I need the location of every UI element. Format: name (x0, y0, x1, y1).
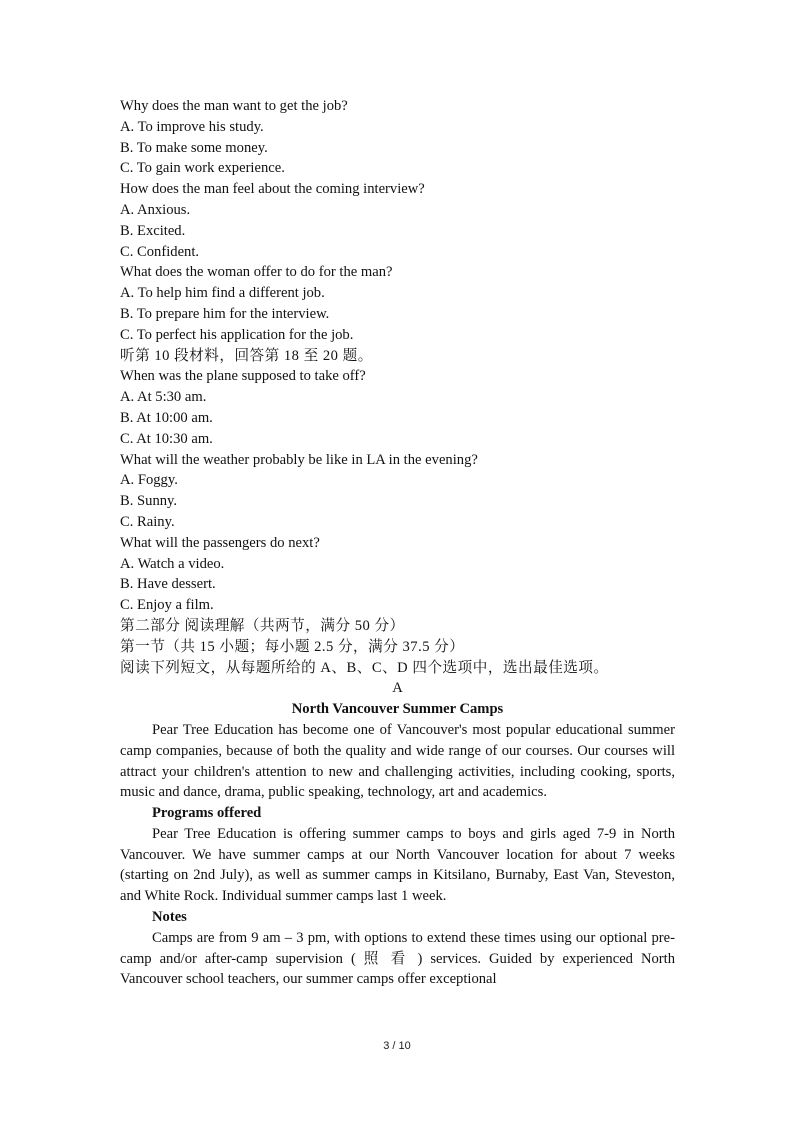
programs-text: Pear Tree Education is offering summer camps to boys and girls aged 7-9 in North Vancouver. We have summer camps at our North Vancouver location for about 7 weeks (starting on 2nd July), as well as summer camps in Kitsilano, Burnaby, East Van, Steveston, and White Rock. Individual summer camps last 1 week. (120, 825, 675, 905)
section1-heading: 第一节（共 15 小题；每小题 2.5 分，满分 37.5 分） (120, 638, 465, 655)
question-block (120, 450, 675, 533)
part2-heading: 第二部分 阅读理解（共两节，满分 50 分） (120, 617, 405, 634)
question-text: What does the woman offer to do for the man? (120, 264, 393, 281)
passage-intro: Pear Tree Education has become one of Vancouver's most popular educational summer camp companies, because of both the quality and wide range of our courses. Our courses will attract your children's attention to new and challenging activities, including cooking, sports, music and dance, drama, public speaking, technology, art and academics. (120, 721, 675, 801)
notes-text: Camps are from 9 am – 3 pm, with options to extend these times using our optional pre-camp and/or after-camp supervision ( 照 看 ) services. Guided by experienced North Vancouver school teachers, our summer camps offer exceptional (120, 929, 675, 988)
answer-option: A. To improve his study. (120, 118, 264, 135)
question-block (120, 262, 675, 345)
answer-option: A. Watch a video. (120, 555, 225, 572)
answer-option: B. At 10:00 am. (120, 409, 213, 426)
question-text: When was the plane supposed to take off? (120, 368, 366, 385)
answer-option: B. Have dessert. (120, 576, 216, 593)
question-text: Why does the man want to get the job? (120, 98, 348, 114)
question-text: How does the man feel about the coming interview? (120, 181, 425, 198)
section-10-heading: 听第 10 段材料，回答第 18 至 20 题。 (120, 347, 373, 364)
question-block (120, 533, 675, 616)
question-text: What will the passengers do next? (120, 534, 320, 551)
answer-option: B. To prepare him for the interview. (120, 305, 330, 322)
programs-heading: Programs offered (152, 805, 262, 822)
reading-instruction: 阅读下列短文，从每题所给的 A、B、C、D 四个选项中，选出最佳选项。 (120, 659, 609, 676)
answer-option: A. Foggy. (120, 472, 178, 489)
answer-option: B. To make some money. (120, 139, 268, 156)
page-number: 3 / 10 (383, 1040, 411, 1052)
answer-option: C. To gain work experience. (120, 160, 285, 177)
question-block (120, 179, 675, 262)
question-text: What will the weather probably be like in LA in the evening? (120, 451, 478, 468)
answer-option: C. Confident. (120, 243, 200, 260)
answer-option: A. To help him find a different job. (120, 285, 325, 302)
passage-letter: A (392, 680, 403, 697)
answer-option: C. To perfect his application for the job. (120, 326, 354, 343)
answer-option: A. At 5:30 am. (120, 389, 207, 406)
notes-heading: Notes (152, 909, 187, 926)
answer-option: C. Enjoy a film. (120, 597, 214, 614)
answer-option: A. Anxious. (120, 201, 191, 218)
answer-option: B. Sunny. (120, 493, 178, 510)
answer-option: C. At 10:30 am. (120, 430, 213, 447)
answer-option: C. Rainy. (120, 513, 175, 530)
question-block (120, 96, 675, 179)
answer-option: B. Excited. (120, 222, 186, 239)
document-page (120, 96, 675, 990)
question-block (120, 366, 675, 449)
passage-title: North Vancouver Summer Camps (291, 701, 504, 718)
